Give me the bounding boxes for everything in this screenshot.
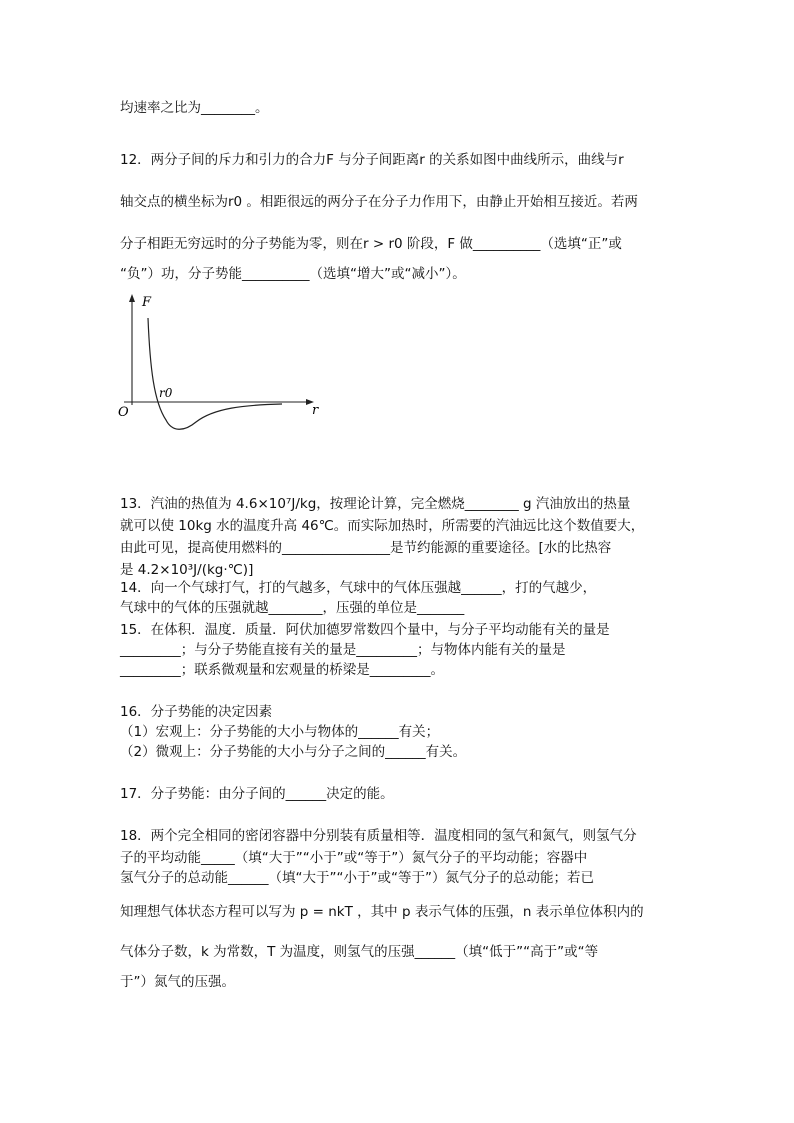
y-axis-arrow (129, 294, 135, 302)
question-12-line-2: 轴交点的横坐标为r0 。相距很远的两分子在分子力作用下，由静止开始相互接近。若两 (120, 194, 638, 210)
y-axis-label: F (142, 295, 152, 310)
origin-label: O (118, 405, 129, 420)
question-17-line: 17．分子势能：由分子间的______决定的能。 (120, 786, 394, 802)
question-18-line-5: 气体分子数，k 为常数，T 为温度，则氢气的压强______（填“低于”“高于”或“等 (120, 944, 599, 960)
x-axis-label: r (312, 403, 319, 418)
question-18-line-6: 于”）氮气的压强。 (120, 974, 235, 990)
question-16-item-1: （1）宏观上：分子势能的大小与物体的______有关； (120, 724, 440, 740)
question-13-line-1: 13．汽油的热值为 4.6×10⁷J/kg，按理论计算，完全燃烧________ g 汽油放出的热量 (120, 496, 631, 512)
question-13-line-4: 是 4.2×10³J/(kg·℃)] (120, 562, 254, 578)
question-18-line-1: 18．两个完全相同的密闭容器中分别装有质量相等．温度相同的氢气和氮气，则氢气分 (120, 828, 637, 844)
r0-label: r0 (159, 386, 173, 400)
text-line: 均速率之比为________。 (120, 100, 269, 116)
question-16-item-2: （2）微观上：分子势能的大小与分子之间的______有关。 (120, 744, 467, 760)
question-15-line-2: _________；与分子势能直接有关的量是_________；与物体内能有关的量是 (120, 642, 566, 658)
question-13-line-3: 由此可见，提高使用燃料的________________是节约能源的重要途径。[水的比热容 (120, 540, 612, 556)
question-18-line-4: 知理想气体状态方程可以写为 p = nkT ，其中 p 表示气体的压强，n 表示单位体积内的 (120, 904, 644, 920)
force-curve (148, 318, 282, 429)
question-12-line-3: 分子相距无穷远时的分子势能为零，则在r > r0 阶段，F 做__________（选填“正”或 (120, 236, 622, 252)
question-14-line-2: 气球中的气体的压强就越________，压强的单位是_______ (120, 600, 465, 616)
force-distance-graph (114, 290, 324, 440)
question-14-line-1: 14．向一个气球打气，打的气越多，气球中的气体压强越______，打的气越少， (120, 580, 597, 596)
question-18-line-2: 子的平均动能_____（填“大于”“小于”或“等于”）氮气分子的平均动能；容器中 (120, 850, 588, 866)
question-12-line-1: 12．两分子间的斥力和引力的合力F 与分子间距离r 的关系如图中曲线所示，曲线与r (120, 152, 624, 168)
question-18-line-3: 氢气分子的总动能______（填“大于”“小于”或“等于”）氮气分子的总动能；若已 (120, 870, 594, 886)
question-15-line-1: 15．在体积．温度．质量．阿伏加德罗常数四个量中，与分子平均动能有关的量是 (120, 622, 610, 638)
question-12-line-4: “负”）功，分子势能__________（选填“增大”或“减小”）。 (120, 266, 466, 282)
question-16-title: 16．分子势能的决定因素 (120, 704, 273, 720)
question-13-line-2: 就可以使 10kg 水的温度升高 46℃。而实际加热时，所需要的汽油远比这个数值要大， (120, 518, 645, 534)
question-15-line-3: _________；联系微观量和宏观量的桥梁是_________。 (120, 662, 444, 678)
